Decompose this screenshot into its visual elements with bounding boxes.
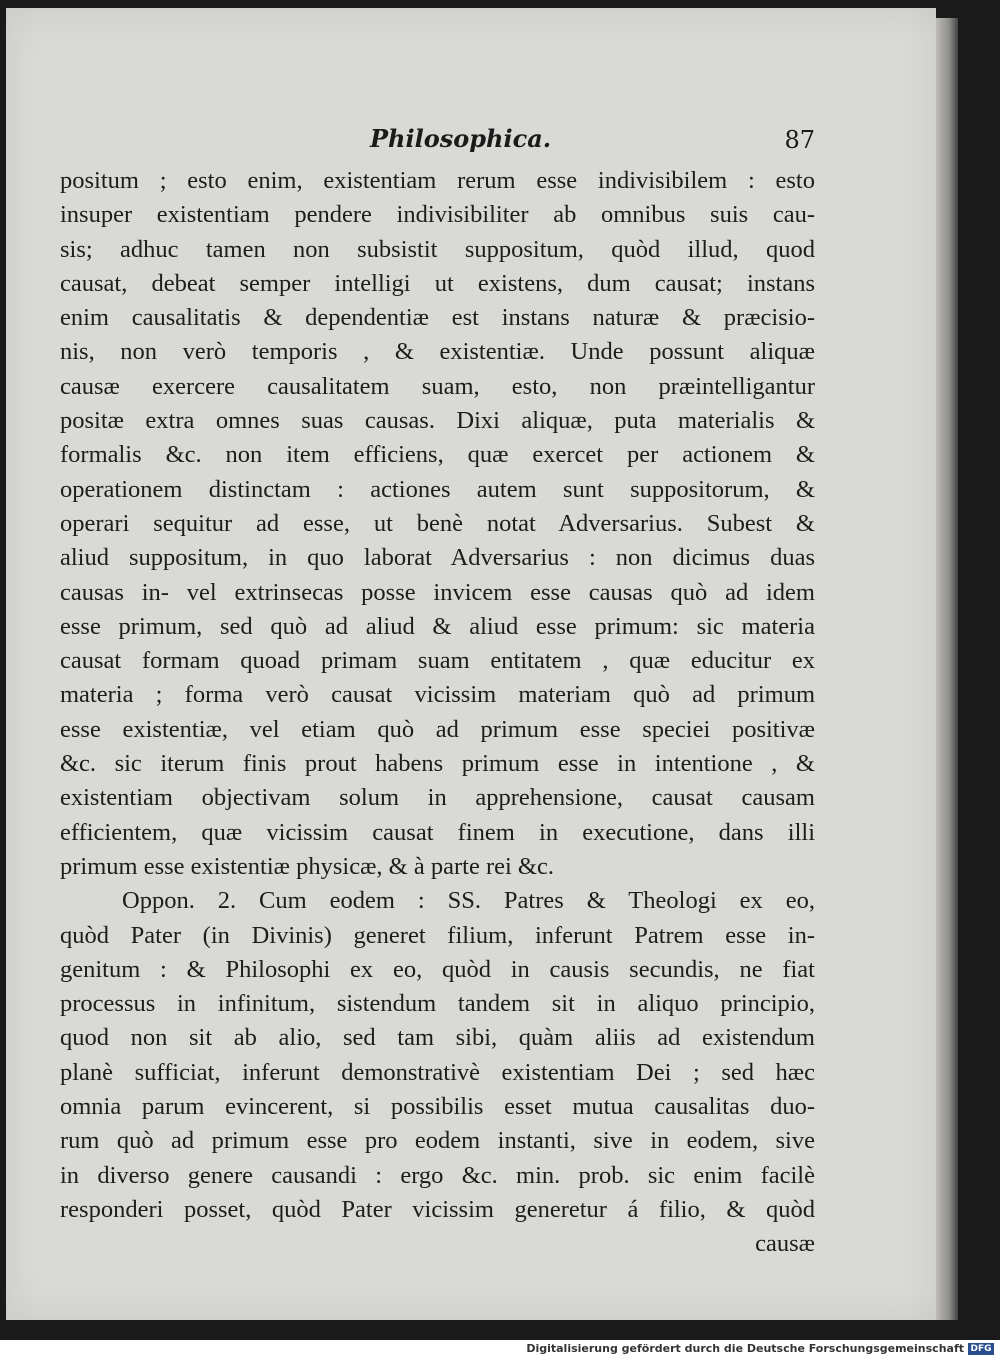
text-line: sis; adhuc tamen non subsistit suppositum, quòd illud, quod — [60, 235, 815, 263]
text-line: operari sequitur ad esse, ut benè notat Adversarius. Subest & — [60, 509, 815, 537]
text-line: insuper existentiam pendere indivisibiliter ab omnibus suis cau- — [60, 201, 815, 229]
text-line: causat formam quoad primam suam entitatem , quæ educitur ex — [60, 647, 815, 675]
text-line: positæ extra omnes suas causas. Dixi aliquæ, puta materialis & — [60, 407, 815, 435]
text-line: omnia parum evincerent, si possibilis esset mutua causalitas duo- — [60, 1093, 815, 1121]
page-edge — [936, 18, 958, 1320]
catchword: causæ — [755, 1230, 815, 1258]
page-number: 87 — [784, 126, 815, 154]
text-line: processus in infinitum, sistendum tandem sit in aliquo principio, — [60, 990, 815, 1018]
text-line: genitum : & Philosophi ex eo, quòd in causis secundis, ne fiat — [60, 955, 815, 983]
text-line: formalis &c. non item efficiens, quæ exercet per actionem & — [60, 441, 815, 469]
text-line: positum ; esto enim, existentiam rerum esse indivisibilem : esto — [60, 167, 815, 194]
body-text — [60, 164, 815, 1262]
running-title: Philosophica. — [370, 124, 552, 153]
text-line: aliud suppositum, in quo laborat Adversarius : non dicimus duas — [60, 544, 815, 572]
text-line: existentiam objectivam solum in apprehensione, causat causam — [60, 784, 815, 812]
footer-credit: Digitalisierung gefördert durch die Deutsche Forschungsgemeinschaft — [526, 1342, 964, 1355]
text-line: rum quò ad primum esse pro eodem instanti, sive in eodem, sive — [60, 1127, 815, 1155]
text-line: esse existentiæ, vel etiam quò ad primum esse speciei positivæ — [60, 715, 815, 743]
running-head — [60, 124, 815, 164]
text-line: operationem distinctam : actiones autem sunt suppositorum, & — [60, 475, 815, 503]
text-line: primum esse existentiæ physicæ, & à parte rei &c. — [60, 852, 554, 880]
text-line: esse primum, sed quò ad aliud & aliud esse primum: sic materia — [60, 612, 815, 640]
text-line: materia ; forma verò causat vicissim materiam quò ad primum — [60, 681, 815, 709]
text-line: planè sufficiat, inferunt demonstrativè existentiam Dei ; sed hæc — [60, 1058, 815, 1086]
text-line: causæ exercere causalitatem suam, esto, non præintelligantur — [60, 372, 815, 400]
text-line: causat, debeat semper intelligi ut existens, dum causat; instans — [60, 269, 815, 297]
text-line: efficientem, quæ vicissim causat finem in executione, dans illi — [60, 818, 815, 846]
text-line: responderi posset, quòd Pater vicissim generetur á filio, & quòd — [60, 1195, 815, 1223]
digitization-footer — [0, 1340, 1000, 1359]
text-line: &c. sic iterum finis prout habens primum esse in intentione , & — [60, 750, 815, 778]
text-line: nis, non verò temporis , & existentiæ. Unde possunt aliquæ — [60, 338, 815, 366]
text-line: quòd Pater (in Divinis) generet filium, inferunt Patrem esse in- — [60, 921, 815, 949]
text-line: in diverso genere causandi : ergo &c. min. prob. sic enim facilè — [60, 1161, 815, 1189]
text-line: causas in- vel extrinsecas posse invicem esse causas quò ad idem — [60, 578, 815, 606]
text-line: Oppon. 2. Cum eodem : SS. Patres & Theologi ex eo, — [122, 887, 815, 915]
text-line: quod non sit ab alio, sed tam sibi, quàm aliis ad existendum — [60, 1024, 815, 1052]
text-line: enim causalitatis & dependentiæ est instans naturæ & præcisio- — [60, 304, 815, 332]
dfg-logo-icon[interactable]: DFG — [968, 1343, 994, 1355]
